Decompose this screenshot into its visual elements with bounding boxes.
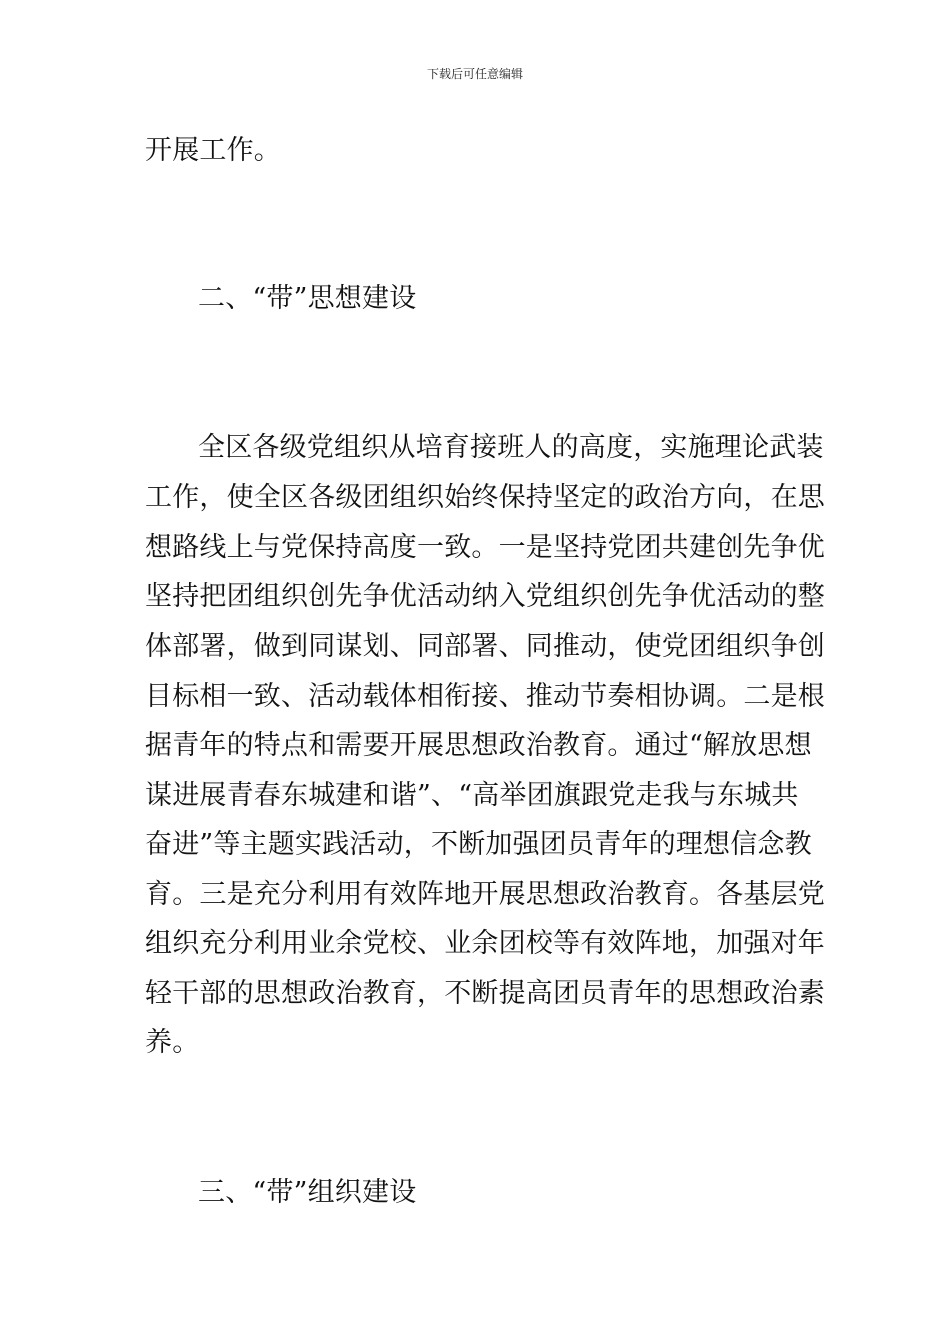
header-note: 下载后可任意编辑: [426, 67, 523, 81]
paragraph-line: 想路线上与党保持高度一致。一是坚持党团共建创先争优: [145, 532, 825, 563]
paragraph-line: 开展工作。: [145, 135, 281, 166]
paragraph-line: 全区各级党组织从培育接班人的高度，实施理论武装: [198, 432, 824, 463]
paragraph-line: 谋进展青春东城建和谐”、“高举团旗跟党走我与东城共: [145, 780, 799, 811]
paragraph-line: 育。三是充分利用有效阵地开展思想政治教育。各基层党: [145, 879, 825, 910]
paragraph-line: 坚持把团组织创先争优活动纳入党组织创先争优活动的整: [145, 581, 825, 612]
paragraph-line: 组织充分利用业余党校、业余团校等有效阵地，加强对年: [145, 928, 825, 959]
section-heading: 三、“带”组织建设: [198, 1177, 417, 1208]
paragraph-line: 轻干部的思想政治教育，不断提高团员青年的思想政治素: [145, 978, 825, 1009]
paragraph-line: 据青年的特点和需要开展思想政治教育。通过“解放思想: [145, 730, 812, 761]
paragraph-line: 奋进”等主题实践活动，不断加强团员青年的理想信念教: [145, 829, 812, 860]
section-heading: 二、“带”思想建设: [198, 283, 417, 314]
paragraph-line: 目标相一致、活动载体相衔接、推动节奏相协调。二是根: [145, 681, 825, 712]
paragraph-line: 体部署，做到同谋划、同部署、同推动，使党团组织争创: [145, 631, 825, 662]
paragraph-line: 养。: [145, 1027, 200, 1058]
paragraph-line: 工作，使全区各级团组织始终保持坚定的政治方向，在思: [145, 482, 825, 513]
